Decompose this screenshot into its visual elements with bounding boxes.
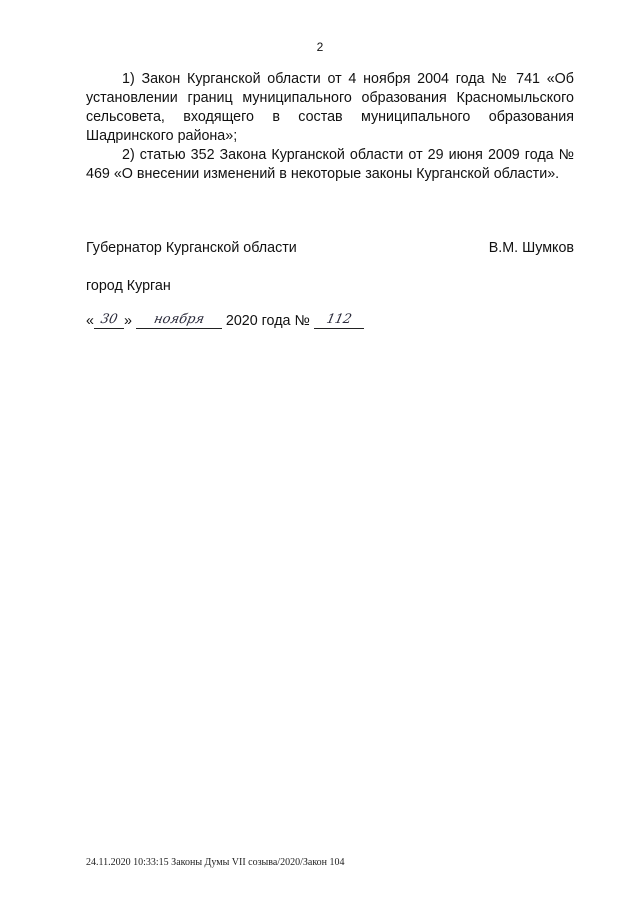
signatory-name: В.М. Шумков (488, 240, 574, 256)
item-1-text: 1) Закон Курганской области от 4 ноября 2004 года № 741 «Об установлении границ муниципального образования Красномыльского сельсовета, входящего в состав муниципального образования Шадринского района»; (86, 71, 574, 144)
date-number-handwritten: 112 (324, 312, 353, 327)
list-item (86, 146, 574, 184)
list-item (86, 70, 574, 146)
date-day-handwritten: 30 (99, 312, 119, 327)
date-month-handwritten: ноября (152, 312, 206, 327)
document-footer: 24.11.2020 10:33:15 Законы Думы VII созыва/2020/Закон 104 (86, 857, 345, 868)
date-year-text: 2020 года № (225, 313, 310, 329)
date-close-quote: » (123, 313, 132, 329)
city-line: город Курган (86, 278, 171, 294)
date-open-quote: « (86, 313, 94, 329)
signature-block (86, 240, 574, 256)
date-day-blank (94, 312, 124, 329)
signatory-position: Губернатор Курганской области (86, 240, 297, 256)
date-month-blank (136, 312, 222, 329)
date-line (86, 312, 364, 329)
item-2-text: 2) статью 352 Закона Курганской области от 29 июня 2009 года № 469 «О внесении изменений в некоторые законы Курганской области». (86, 147, 574, 182)
page-number: 2 (316, 40, 324, 54)
date-number-blank (314, 312, 364, 329)
